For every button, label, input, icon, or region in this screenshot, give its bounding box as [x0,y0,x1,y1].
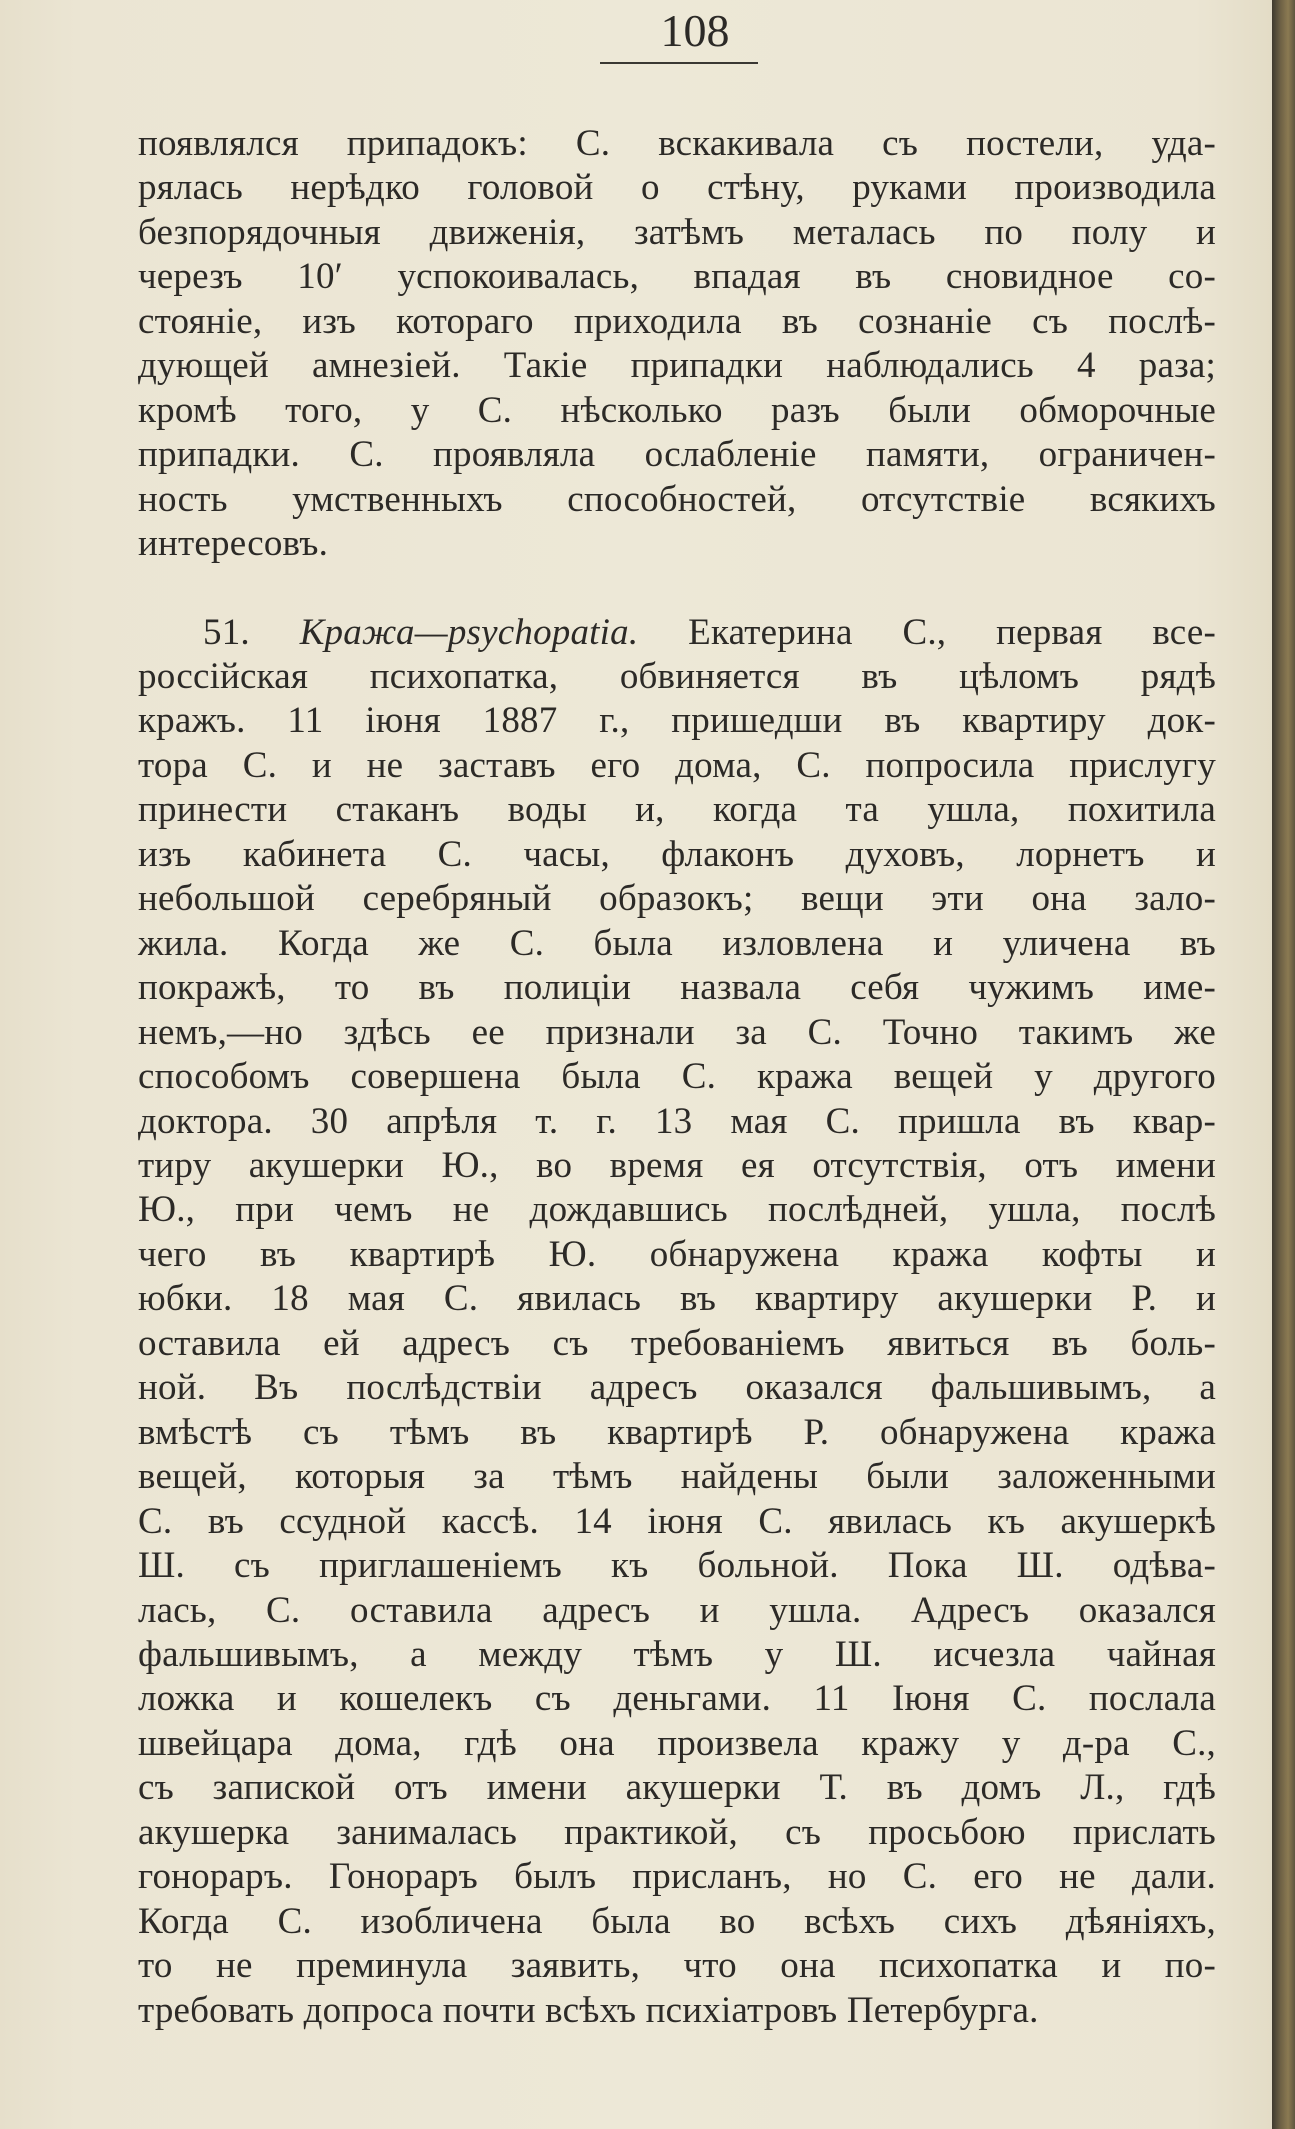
text-line: ной. Въ послѣдствіи адресъ оказался фальшивымъ, а [138,1367,1216,1409]
body-text [138,122,1216,2033]
text-line: жила. Когда же С. была изловлена и уличена въ [138,922,1216,964]
text-line: Ю., при чемъ не дождавшись послѣдней, ушла, послѣ [138,1189,1216,1231]
header-rule [600,62,758,64]
text-line: С. въ ссудной кассѣ. 14 іюня С. явилась къ акушеркѣ [138,1500,1216,1542]
paragraph-2 [138,611,1216,2034]
text-line: кражъ. 11 іюня 1887 г., пришедши въ квартиру док- [138,700,1216,742]
text-line: небольшой серебряный образокъ; вещи эти она зало- [138,878,1216,920]
text-line: стояніе, изъ котораго приходила въ сознаніе съ послѣ- [138,300,1216,342]
book-spine-edge [1272,0,1295,2129]
text-line: появлялся припадокъ: С. вскакивала съ постели, уда- [138,123,1216,164]
text-line: дующей амнезіей. Такіе припадки наблюдались 4 раза; [138,345,1216,387]
page-number: 108 [660,5,730,56]
text-line: Ш. съ приглашеніемъ къ больной. Пока Ш. одѣва- [138,1545,1216,1587]
text-line: припадки. С. проявляла ослабленіе памяти, ограничен- [138,434,1216,476]
text-line: ность умственныхъ способностей, отсутствіе всякихъ [138,478,1216,520]
text-line: ложка и кошелекъ съ деньгами. 11 Іюня С. послала [138,1678,1216,1720]
text-line-start: Екатерина С., первая все- [688,611,1216,653]
text-line: кромѣ того, у С. нѣсколько разъ были обморочные [138,389,1216,431]
text-line: способомъ совершена была С. кража вещей у другого [138,1056,1216,1098]
text-line: вмѣстѣ съ тѣмъ въ квартирѣ Р. обнаружена кража [138,1411,1216,1453]
text-line: съ запиской отъ имени акушерки Т. въ домъ Л., гдѣ [138,1767,1216,1809]
paragraph-1 [138,122,1216,567]
case-number: 51. [203,611,250,653]
text-line: интересовъ. [138,523,329,565]
text-line: тиру акушерки Ю., во время ея отсутствія, отъ имени [138,1144,1216,1186]
text-line: швейцара дома, гдѣ она произвела кражу у д-ра С., [138,1722,1216,1764]
text-line: покражѣ, то въ полиціи назвала себя чужимъ име- [138,967,1216,1009]
text-line: фальшивымъ, а между тѣмъ у Ш. исчезла чайная [138,1633,1216,1675]
text-line: чего въ квартирѣ Ю. обнаружена кража кофты и [138,1233,1216,1275]
text-line: Когда С. изобличена была во всѣхъ сихъ дѣяніяхъ, [138,1900,1216,1942]
text-line: то не преминула заявить, что она психопатка и по- [138,1945,1216,1987]
text-line: требовать допроса почти всѣхъ психіатровъ Петербурга. [138,1989,1039,2031]
text-line: гонораръ. Гонораръ былъ присланъ, но С. его не дали. [138,1856,1216,1898]
text-line: принести стаканъ воды и, когда та ушла, похитила [138,789,1216,831]
text-line: тора С. и не заставъ его дома, С. попросила прислугу [138,744,1216,786]
text-line: немъ,—но здѣсь ее признали за С. Точно такимъ же [138,1011,1216,1053]
paragraph-gap [138,567,1216,611]
text-line: безпорядочныя движенія, затѣмъ металась по полу и [138,211,1216,253]
text-line: изъ кабинета С. часы, флаконъ духовъ, лорнетъ и [138,833,1216,875]
text-line: черезъ 10′ успокоивалась, впадая въ сновидное со- [138,256,1216,298]
text-line: оставила ей адресъ съ требованіемъ явиться въ боль- [138,1322,1216,1364]
text-line: юбки. 18 мая С. явилась въ квартиру акушерки Р. и [138,1278,1216,1320]
text-line: россійская психопатка, обвиняется въ цѣломъ рядѣ [138,655,1216,697]
text-line: акушерка занималась практикой, съ просьбою прислать [138,1811,1216,1853]
text-line: рялась нерѣдко головой о стѣну, руками производила [138,167,1216,209]
text-line: доктора. 30 апрѣля т. г. 13 мая С. пришла въ квар- [138,1100,1216,1142]
case-title: Кража—psychopatia. [299,611,639,653]
case-heading-line [138,611,1216,655]
text-line: лась, С. оставила адресъ и ушла. Адресъ оказался [138,1589,1216,1631]
text-line: вещей, которыя за тѣмъ найдены были заложенными [138,1456,1216,1498]
